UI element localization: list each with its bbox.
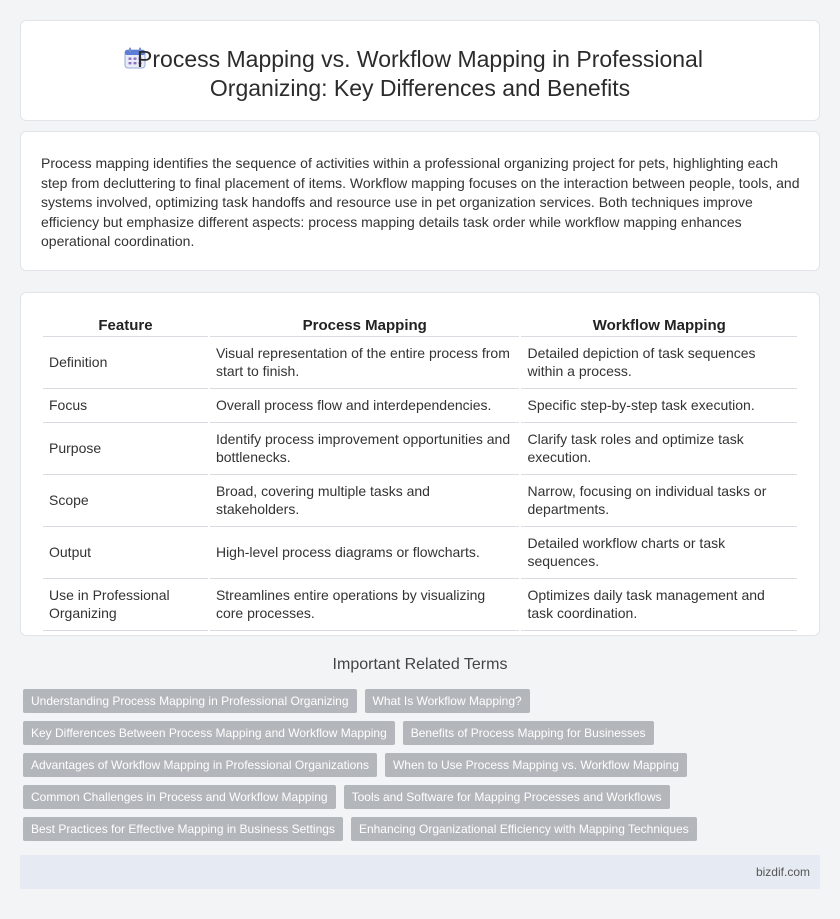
page-title	[21, 45, 819, 103]
table-cell: Optimizes daily task management and task coordination.	[521, 579, 797, 631]
table-row	[43, 579, 797, 631]
related-terms-heading: Important Related Terms	[332, 656, 508, 673]
intro-card	[20, 131, 820, 271]
related-terms-row	[23, 817, 697, 841]
related-terms-row	[23, 785, 670, 809]
related-term-link[interactable]: Key Differences Between Process Mapping and Workflow Mapping	[23, 721, 395, 745]
table-cell: Broad, covering multiple tasks and stakeholders.	[210, 475, 520, 527]
table-cell: Detailed depiction of task sequences within a process.	[521, 337, 797, 389]
table-cell: Clarify task roles and optimize task execution.	[521, 423, 797, 475]
table-header-row	[43, 315, 797, 337]
table-row	[43, 475, 797, 527]
related-terms-row	[23, 689, 530, 713]
table-cell: Use in Professional Organizing	[43, 579, 208, 631]
table-cell: Visual representation of the entire process from start to finish.	[210, 337, 520, 389]
related-terms-row	[23, 721, 654, 745]
comparison-table	[41, 315, 799, 631]
table-header-cell: Feature	[43, 315, 208, 337]
title-card	[20, 20, 820, 121]
table-cell: Focus	[43, 389, 208, 423]
table-cell: Narrow, focusing on individual tasks or departments.	[521, 475, 797, 527]
page-title-line2: Organizing: Key Differences and Benefits	[209, 75, 631, 101]
page-title-line1: Process Mapping vs. Workflow Mapping in Professional	[137, 46, 703, 72]
table-row	[43, 423, 797, 475]
table-cell: Definition	[43, 337, 208, 389]
table-header-cell: Workflow Mapping	[521, 315, 797, 337]
table-row	[43, 389, 797, 423]
related-term-link[interactable]: Enhancing Organizational Efficiency with Mapping Techniques	[351, 817, 697, 841]
related-term-link[interactable]: Best Practices for Effective Mapping in Business Settings	[23, 817, 343, 841]
footer-site-link[interactable]: bizdif.com	[755, 865, 810, 879]
table-row	[43, 527, 797, 579]
related-term-link[interactable]: Common Challenges in Process and Workflow Mapping	[23, 785, 336, 809]
footer	[20, 855, 820, 889]
table-cell: Purpose	[43, 423, 208, 475]
intro-paragraph: Process mapping identifies the sequence of activities within a professional organizing project for pets, highlighting each step from decluttering to final placement of items. Workflow mapping focuses on the interaction between people, tools, and systems involved, optimizing task handoffs and resource use in pet organization services. Both techniques improve efficiency but emphasize different aspects: process mapping details task order while workflow mapping enhances operational coordination.	[41, 155, 800, 250]
table-cell: Output	[43, 527, 208, 579]
table-cell: Streamlines entire operations by visualizing core processes.	[210, 579, 520, 631]
table-row	[43, 337, 797, 389]
table-cell: Detailed workflow charts or task sequences.	[521, 527, 797, 579]
related-term-link[interactable]: When to Use Process Mapping vs. Workflow Mapping	[385, 753, 687, 777]
table-cell: Identify process improvement opportunities and bottlenecks.	[210, 423, 520, 475]
comparison-table-card	[20, 292, 820, 636]
related-term-link[interactable]: Understanding Process Mapping in Professional Organizing	[23, 689, 357, 713]
related-term-link[interactable]: Advantages of Workflow Mapping in Professional Organizations	[23, 753, 377, 777]
table-cell: Scope	[43, 475, 208, 527]
related-term-link[interactable]: What Is Workflow Mapping?	[365, 689, 530, 713]
related-term-link[interactable]: Benefits of Process Mapping for Businesses	[403, 721, 654, 745]
table-cell: Overall process flow and interdependencies.	[210, 389, 520, 423]
table-cell: High-level process diagrams or flowcharts.	[210, 527, 520, 579]
table-header-cell: Process Mapping	[210, 315, 520, 337]
related-terms-row	[23, 753, 687, 777]
table-cell: Specific step-by-step task execution.	[521, 389, 797, 423]
related-term-link[interactable]: Tools and Software for Mapping Processes and Workflows	[344, 785, 670, 809]
